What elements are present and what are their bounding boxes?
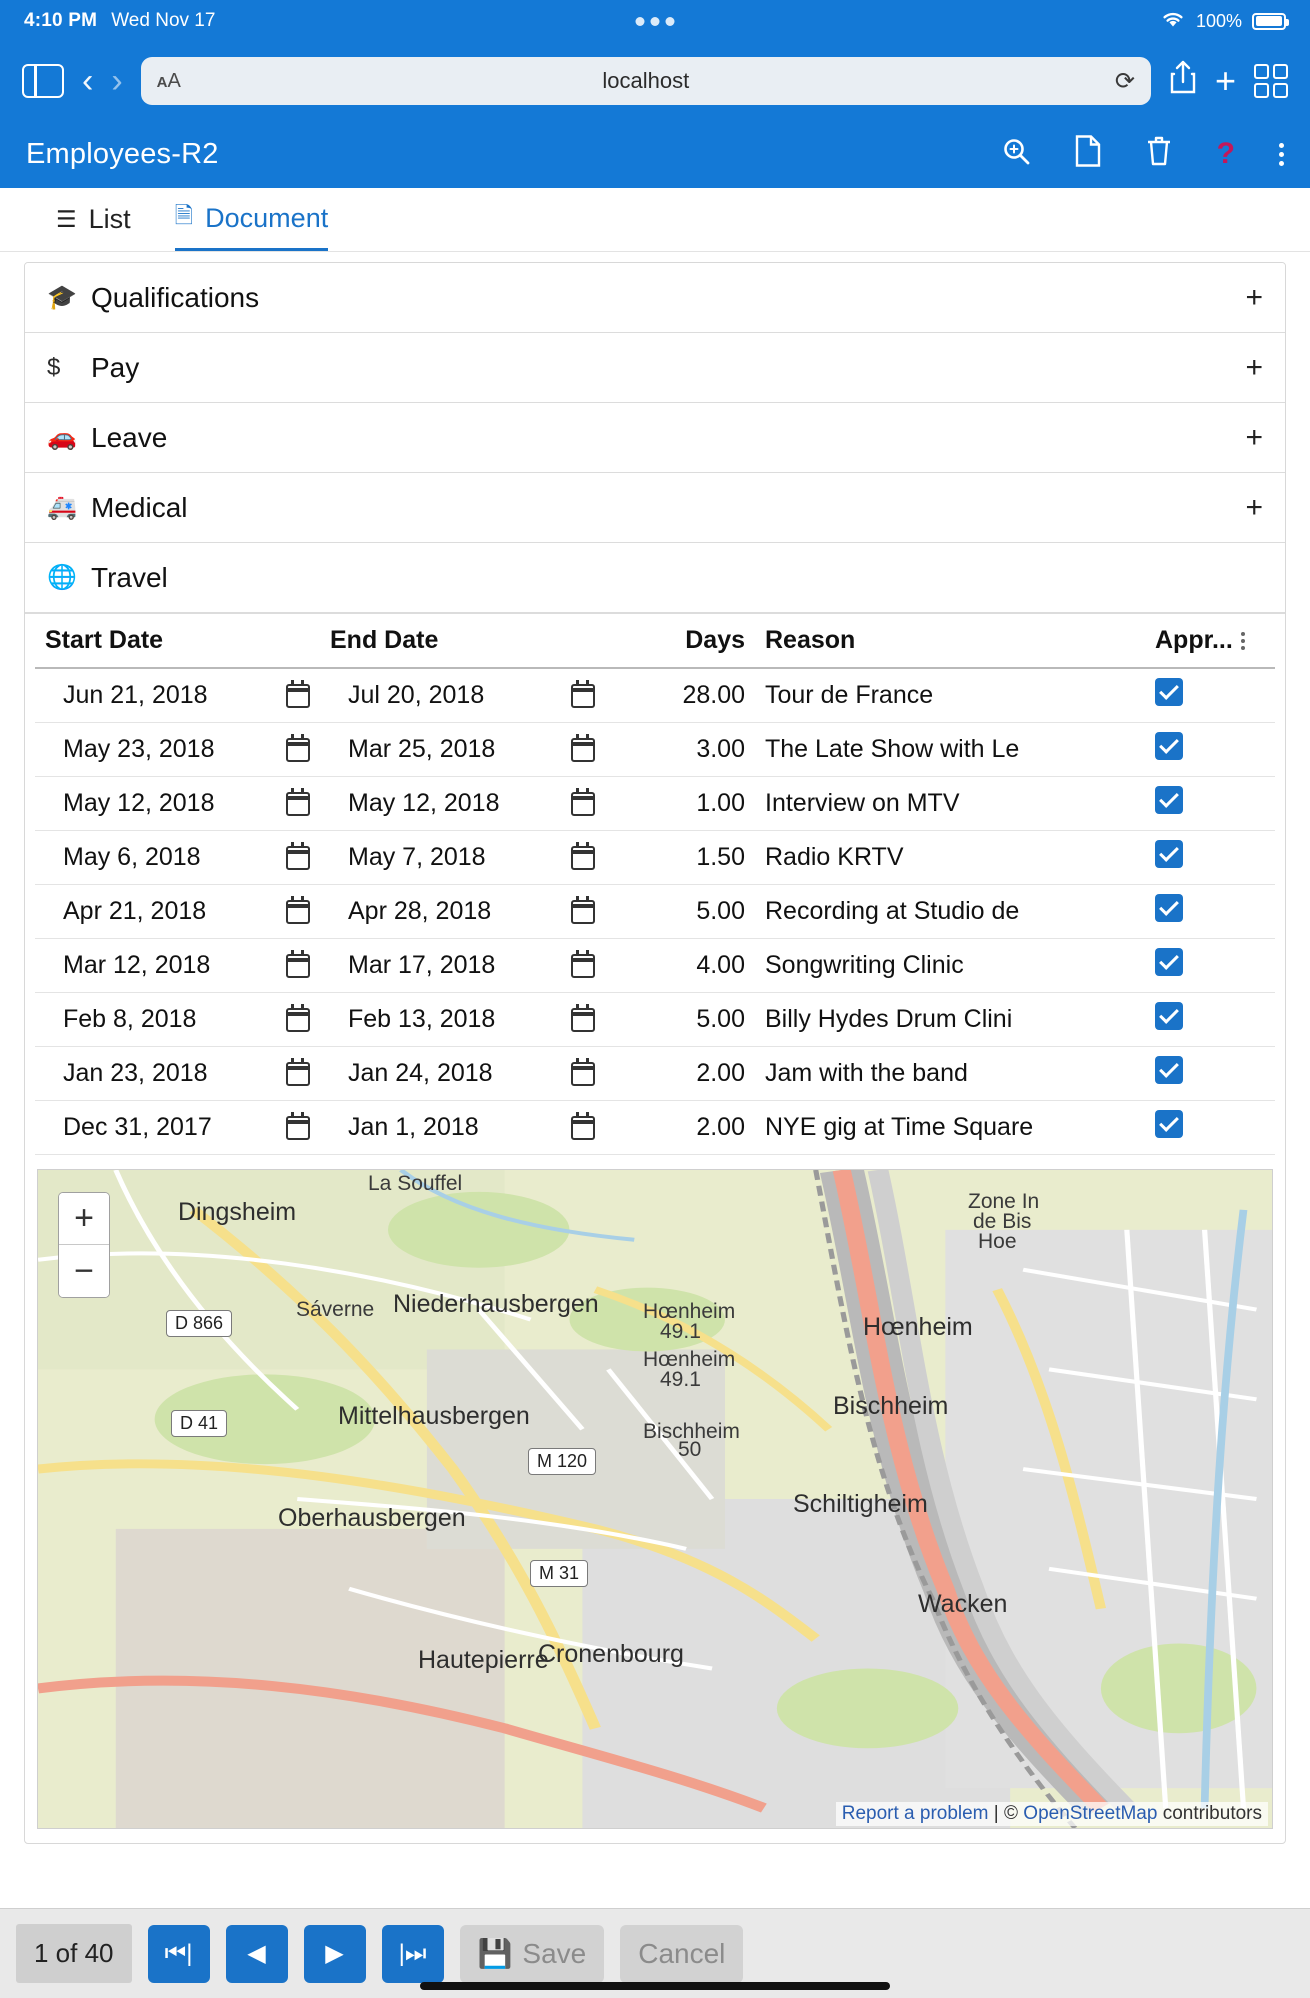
map-place-label: Bischheim	[833, 1392, 949, 1420]
table-row[interactable]	[35, 1047, 1275, 1101]
col-end-date[interactable]: End Date	[320, 614, 605, 668]
calendar-icon[interactable]	[286, 792, 310, 816]
calendar-icon[interactable]	[571, 792, 595, 816]
cell-end-date[interactable]: Jan 24, 2018	[320, 1047, 605, 1101]
first-record-button[interactable]: ⏮|	[148, 1925, 210, 1983]
tab-document-label: Document	[205, 202, 329, 233]
cell-reason[interactable]: NYE gig at Time Square	[755, 1101, 1145, 1155]
map-zoom-controls[interactable]	[58, 1192, 110, 1298]
map-vector	[38, 1170, 1272, 1828]
table-header-row	[35, 614, 1275, 668]
tab-list[interactable]	[56, 188, 131, 251]
approved-checkbox[interactable]	[1155, 1056, 1183, 1084]
map-place-label: Mittelhausbergen	[338, 1402, 530, 1430]
cell-reason[interactable]: Radio KRTV	[755, 831, 1145, 885]
map-place-label: Hautepierre	[418, 1646, 549, 1674]
approved-checkbox[interactable]	[1155, 732, 1183, 760]
cell-start-date[interactable]: May 12, 2018	[35, 777, 320, 831]
url-text: localhost	[602, 68, 690, 93]
cell-start-date[interactable]: Feb 8, 2018	[35, 993, 320, 1047]
document-icon: 🗎	[174, 201, 194, 228]
cell-start-date[interactable]: May 6, 2018	[35, 831, 320, 885]
status-time: 4:10 PM	[24, 10, 98, 31]
travel-table-body	[35, 668, 1275, 1155]
list-icon: ☰	[56, 206, 77, 232]
col-approved-label: Appr...	[1155, 626, 1233, 654]
app-title: Employees-R2	[26, 137, 219, 170]
car-icon: 🚗	[47, 424, 77, 451]
section-leave[interactable]	[25, 403, 1285, 473]
cell-start-date[interactable]: Mar 12, 2018	[35, 939, 320, 993]
cell-start-date[interactable]: May 23, 2018	[35, 723, 320, 777]
travel-table	[35, 614, 1275, 1155]
cell-days[interactable]: 2.00	[605, 1101, 755, 1155]
calendar-icon[interactable]	[571, 684, 595, 708]
travel-map[interactable]	[37, 1169, 1273, 1829]
section-travel[interactable]	[25, 543, 1285, 613]
add-medical-button[interactable]: +	[1245, 490, 1263, 524]
approved-checkbox[interactable]	[1155, 678, 1183, 706]
sections-panel	[24, 262, 1286, 1844]
approved-checkbox[interactable]	[1155, 786, 1183, 814]
cell-days[interactable]: 4.00	[605, 939, 755, 993]
zoom-out-button[interactable]: −	[59, 1245, 109, 1297]
calendar-icon[interactable]	[286, 1008, 310, 1032]
tab-list-label: List	[88, 204, 131, 234]
status-date: Wed Nov 17	[111, 10, 216, 31]
back-icon[interactable]: ‹	[82, 62, 94, 100]
cell-reason[interactable]: Recording at Studio de	[755, 885, 1145, 939]
cell-days[interactable]: 1.50	[605, 831, 755, 885]
previous-record-button[interactable]: ◀	[226, 1925, 288, 1983]
cell-days[interactable]: 5.00	[605, 885, 755, 939]
document-content	[0, 252, 1310, 1844]
map-road-shield: M 120	[528, 1448, 596, 1475]
map-place-label: Wacken	[918, 1590, 1008, 1618]
view-tabs	[0, 188, 1310, 252]
reload-icon[interactable]: ⟳	[1114, 67, 1135, 95]
home-indicator	[420, 1982, 890, 1990]
approved-checkbox[interactable]	[1155, 1110, 1183, 1138]
graduation-cap-icon: 🎓	[47, 284, 77, 311]
calendar-icon[interactable]	[571, 738, 595, 762]
cancel-label: Cancel	[638, 1937, 726, 1969]
cancel-button[interactable]	[620, 1925, 743, 1983]
overflow-menu-icon[interactable]	[1279, 143, 1284, 166]
add-leave-button[interactable]: +	[1245, 420, 1263, 454]
calendar-icon[interactable]	[571, 846, 595, 870]
table-row[interactable]	[35, 668, 1275, 723]
cell-start-date[interactable]: Dec 31, 2017	[35, 1101, 320, 1155]
ios-status-bar	[0, 0, 1310, 42]
cell-reason[interactable]: Songwriting Clinic	[755, 939, 1145, 993]
calendar-icon[interactable]	[571, 1116, 595, 1140]
map-road-shield: D 41	[171, 1410, 227, 1437]
calendar-icon[interactable]	[286, 954, 310, 978]
map-attribution: Report a problem | © OpenStreetMap contributors	[836, 1802, 1268, 1826]
cell-days[interactable]: 3.00	[605, 723, 755, 777]
cell-end-date[interactable]: Mar 25, 2018	[320, 723, 605, 777]
cell-end-date[interactable]: Mar 17, 2018	[320, 939, 605, 993]
dollar-icon: $	[47, 353, 61, 381]
section-label: Travel	[91, 561, 168, 593]
map-place-label: Niederhausbergen	[393, 1290, 599, 1318]
approved-checkbox[interactable]	[1155, 840, 1183, 868]
cell-days[interactable]: 5.00	[605, 993, 755, 1047]
map-road-shield: D 866	[166, 1310, 232, 1337]
cell-end-date[interactable]: May 7, 2018	[320, 831, 605, 885]
map-place-label: Dingsheim	[178, 1198, 297, 1226]
safari-toolbar	[0, 42, 1310, 120]
sidebar-icon[interactable]	[22, 64, 64, 98]
cell-end-date[interactable]: Apr 28, 2018	[320, 885, 605, 939]
section-qualifications[interactable]	[25, 263, 1285, 333]
tabs-icon[interactable]	[1254, 64, 1288, 98]
table-row[interactable]	[35, 777, 1275, 831]
report-problem-link[interactable]: Report a problem	[841, 1803, 989, 1824]
cell-approved[interactable]	[1145, 1101, 1275, 1155]
map-place-label: Hoe	[978, 1230, 1017, 1253]
col-start-date[interactable]: Start Date	[35, 614, 320, 668]
table-row[interactable]	[35, 831, 1275, 885]
col-days[interactable]: Days	[605, 614, 755, 668]
map-place-label: de Bis	[973, 1210, 1032, 1233]
col-approved[interactable]	[1145, 614, 1275, 668]
column-options-icon[interactable]	[1241, 632, 1245, 650]
cell-approved[interactable]	[1145, 885, 1275, 939]
map-place-label: Hœnheim	[643, 1348, 736, 1371]
cell-start-date[interactable]: Jan 23, 2018	[35, 1047, 320, 1101]
save-label: Save	[522, 1937, 587, 1969]
map-place-label: Hœnheim	[643, 1300, 736, 1323]
last-record-button[interactable]: |⏭	[382, 1925, 444, 1983]
map-place-label: Cronenbourg	[538, 1640, 684, 1668]
attr-separator: |	[993, 1803, 999, 1824]
approved-checkbox[interactable]	[1155, 1002, 1183, 1030]
record-counter: 1 of 40	[16, 1924, 132, 1983]
calendar-icon[interactable]	[571, 900, 595, 924]
section-label: Leave	[91, 421, 168, 453]
cell-days[interactable]: 2.00	[605, 1047, 755, 1101]
cell-end-date[interactable]: May 12, 2018	[320, 777, 605, 831]
delete-icon[interactable]	[1145, 135, 1173, 174]
cell-reason[interactable]: Interview on MTV	[755, 777, 1145, 831]
attr-tail: contributors	[1162, 1803, 1262, 1824]
map-place-label: Oberhausbergen	[278, 1504, 466, 1532]
table-row[interactable]	[35, 1101, 1275, 1155]
cell-approved[interactable]	[1145, 1047, 1275, 1101]
map-place-label: Bischheim	[643, 1420, 740, 1443]
map-place-label: Schiltigheim	[793, 1490, 928, 1518]
section-label: Medical	[91, 491, 188, 523]
cell-approved[interactable]	[1145, 831, 1275, 885]
cell-approved[interactable]	[1145, 777, 1275, 831]
add-pay-button[interactable]: +	[1245, 350, 1263, 384]
col-reason[interactable]: Reason	[755, 614, 1145, 668]
cell-reason[interactable]: Jam with the band	[755, 1047, 1145, 1101]
new-tab-icon[interactable]: +	[1214, 60, 1236, 101]
cell-start-date[interactable]: Apr 21, 2018	[35, 885, 320, 939]
travel-table-wrapper	[25, 613, 1285, 1161]
map-place-label: 49.1	[660, 1368, 701, 1391]
cell-reason[interactable]: Billy Hydes Drum Clini	[755, 993, 1145, 1047]
add-qualification-button[interactable]: +	[1245, 280, 1263, 314]
battery-icon	[1252, 13, 1286, 30]
cell-approved[interactable]	[1145, 723, 1275, 777]
battery-percent: 100%	[1195, 10, 1242, 31]
calendar-icon[interactable]	[571, 1008, 595, 1032]
section-label: Qualifications	[91, 281, 260, 313]
section-pay[interactable]	[25, 333, 1285, 403]
cell-end-date[interactable]: Jul 20, 2018	[320, 668, 605, 723]
approved-checkbox[interactable]	[1155, 894, 1183, 922]
forward-icon[interactable]: ›	[111, 62, 123, 100]
new-document-icon[interactable]	[1075, 135, 1101, 174]
map-place-label: 49.1	[660, 1320, 701, 1343]
section-medical[interactable]	[25, 473, 1285, 543]
calendar-icon[interactable]	[286, 900, 310, 924]
cell-start-date[interactable]: Jun 21, 2018	[35, 668, 320, 723]
help-icon[interactable]: ?	[1216, 137, 1235, 170]
map-place-label: 50	[678, 1438, 702, 1461]
table-row[interactable]	[35, 993, 1275, 1047]
calendar-icon[interactable]	[286, 1116, 310, 1140]
calendar-icon[interactable]	[286, 1062, 310, 1086]
cell-end-date[interactable]: Feb 13, 2018	[320, 993, 605, 1047]
calendar-icon[interactable]	[286, 738, 310, 762]
cell-days[interactable]: 1.00	[605, 777, 755, 831]
cell-end-date[interactable]: Jan 1, 2018	[320, 1101, 605, 1155]
cell-approved[interactable]	[1145, 939, 1275, 993]
app-header	[0, 120, 1310, 188]
calendar-icon[interactable]	[286, 684, 310, 708]
map-place-label: Hœnheim	[863, 1313, 973, 1341]
share-icon[interactable]	[1169, 60, 1197, 102]
address-bar[interactable]	[141, 57, 1151, 105]
tab-document[interactable]	[175, 188, 329, 251]
cell-days[interactable]: 28.00	[605, 668, 755, 723]
map-place-label: Zone In	[968, 1190, 1040, 1213]
calendar-icon[interactable]	[286, 846, 310, 870]
map-place-label: La Souffel	[368, 1172, 463, 1195]
map-road-shield: M 31	[530, 1560, 588, 1587]
globe-icon: 🌐	[47, 564, 77, 591]
cell-approved[interactable]	[1145, 993, 1275, 1047]
ambulance-icon: 🚑	[47, 494, 77, 521]
section-label: Pay	[91, 351, 140, 383]
cell-reason[interactable]: Tour de France	[755, 668, 1145, 723]
calendar-icon[interactable]	[571, 954, 595, 978]
cell-reason[interactable]: The Late Show with Le	[755, 723, 1145, 777]
dynamic-island-dots	[636, 17, 675, 26]
save-disk-icon: 💾	[477, 1938, 513, 1969]
zoom-in-button[interactable]: +	[59, 1193, 109, 1245]
map-tiles	[38, 1170, 1272, 1828]
approved-checkbox[interactable]	[1155, 948, 1183, 976]
page-settings-aa-icon[interactable]: AA	[156, 69, 181, 92]
calendar-icon[interactable]	[571, 1062, 595, 1086]
cell-approved[interactable]	[1145, 668, 1275, 723]
save-button[interactable]	[460, 1925, 605, 1983]
wifi-icon	[1160, 9, 1186, 33]
openstreetmap-link[interactable]: OpenStreetMap	[1023, 1803, 1158, 1824]
search-icon[interactable]	[1001, 136, 1031, 173]
table-row[interactable]	[35, 723, 1275, 777]
map-place-label: Sáverne	[296, 1298, 375, 1321]
next-record-button[interactable]: ▶	[304, 1925, 366, 1983]
table-row[interactable]	[35, 939, 1275, 993]
table-row[interactable]	[35, 885, 1275, 939]
